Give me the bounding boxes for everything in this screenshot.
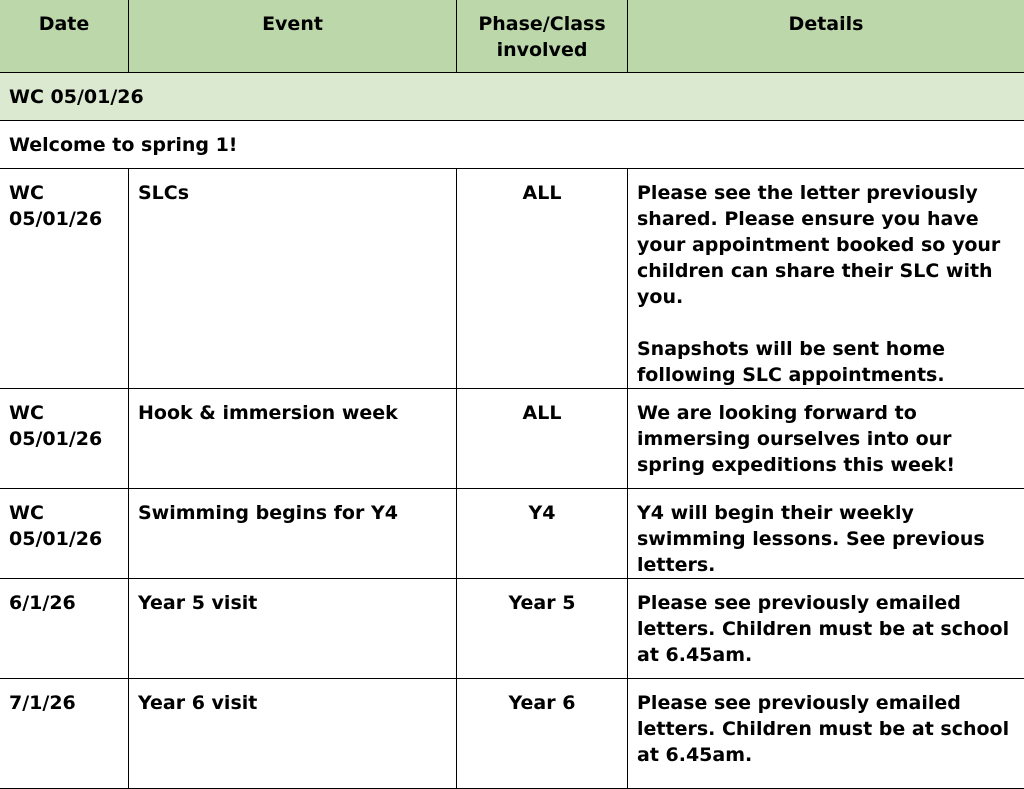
row-phase: Y4 [457, 489, 628, 579]
row-phase: ALL [457, 169, 628, 389]
table-row [0, 169, 1024, 389]
row-date: WC 05/01/26 [0, 169, 129, 389]
row-phase: Year 5 [457, 579, 628, 679]
week-row [0, 73, 1024, 121]
row-event: SLCs [129, 169, 457, 389]
row-date: WC 05/01/26 [0, 389, 129, 489]
header-phase: Phase/Class involved [457, 0, 628, 73]
header-details: Details [628, 0, 1024, 73]
table-row [0, 579, 1024, 679]
header-date: Date [0, 0, 129, 73]
row-details: Please see previously emailed letters. Children must be at school at 6.45am. [628, 679, 1024, 789]
row-details: Please see previously emailed letters. Children must be at school at 6.45am. [628, 579, 1024, 679]
row-date: 6/1/26 [0, 579, 129, 679]
row-details: Please see the letter previously shared. Please ensure you have your appointment booked so your children can share their SLC with you. Snapshots will be sent home following SLC appointments. [628, 169, 1024, 389]
row-phase: Year 6 [457, 679, 628, 789]
row-event: Year 5 visit [129, 579, 457, 679]
row-event: Hook & immersion week [129, 389, 457, 489]
row-date: 7/1/26 [0, 679, 129, 789]
row-details: We are looking forward to immersing ourselves into our spring expeditions this week! [628, 389, 1024, 489]
row-date: WC 05/01/26 [0, 489, 129, 579]
table-row [0, 489, 1024, 579]
row-phase: ALL [457, 389, 628, 489]
header-event: Event [129, 0, 457, 73]
welcome-note: Welcome to spring 1! [0, 121, 1024, 169]
week-label: WC 05/01/26 [0, 73, 1024, 121]
table-row [0, 389, 1024, 489]
header-row [0, 0, 1024, 73]
row-event: Year 6 visit [129, 679, 457, 789]
table-row [0, 679, 1024, 789]
row-event: Swimming begins for Y4 [129, 489, 457, 579]
row-details: Y4 will begin their weekly swimming lessons. See previous letters. [628, 489, 1024, 579]
note-row [0, 121, 1024, 169]
